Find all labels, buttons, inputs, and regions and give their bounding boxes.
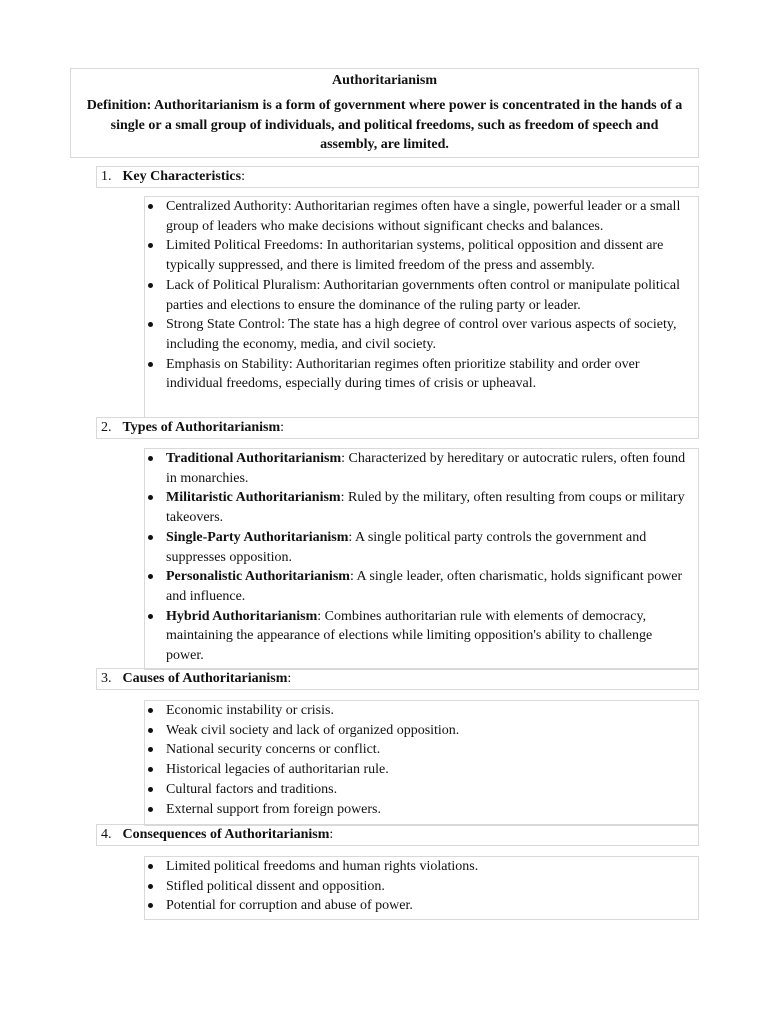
list-item: Personalistic Authoritarianism: A single leader, often charismatic, holds significant power and influence. [145,567,698,606]
section-list [144,196,699,418]
section-number: 1. [101,169,112,184]
section-heading [96,824,699,846]
list-item: Emphasis on Stability: Authoritarian regimes often prioritize stability and order over individual freedoms, especially during times of crisis or upheaval. [145,355,698,394]
section-title: Causes of Authoritarianism [122,671,288,686]
section-list [144,700,699,826]
list-item: Stifled political dissent and opposition. [145,877,698,897]
section-colon: : [329,827,334,842]
section-heading [96,417,699,439]
title-block [70,68,699,158]
list-item: Economic instability or crisis. [145,701,698,721]
list-item: Strong State Control: The state has a high degree of control over various aspects of society, including the economy, media, and civil society. [145,315,698,354]
section-list [144,448,699,670]
section-heading [96,668,699,690]
section-title: Key Characteristics [122,169,242,184]
section-title: Consequences of Authoritarianism [122,827,330,842]
list-item: Potential for corruption and abuse of power. [145,896,698,916]
list-item: Traditional Authoritarianism: Characterized by hereditary or autocratic rulers, often found in monarchies. [145,449,698,488]
list-item: Lack of Political Pluralism: Authoritarian governments often control or manipulate political parties and elections to ensure the dominance of the ruling party or leader. [145,276,698,315]
section-number: 4. [101,827,112,842]
section-colon: : [287,671,292,686]
section-title: Types of Authoritarianism [122,420,281,435]
list-item: Limited political freedoms and human rights violations. [145,857,698,877]
section-number: 3. [101,671,112,686]
list-item: Centralized Authority: Authoritarian regimes often have a single, powerful leader or a small group of leaders who make decisions without significant checks and balances. [145,197,698,236]
section-list [144,856,699,920]
section-colon: : [241,169,245,184]
list-item: Historical legacies of authoritarian rule. [145,760,698,780]
list-item: Single-Party Authoritarianism: A single political party controls the government and suppresses opposition. [145,528,698,567]
document-title: Authoritarianism [332,73,437,88]
section-colon: : [280,420,285,435]
section-heading [96,166,699,188]
list-item: Militaristic Authoritarianism: Ruled by the military, often resulting from coups or military takeovers. [145,488,698,527]
definition-text: Definition: Authoritarianism is a form of government where power is concentrated in the hands of a single or a small group of individuals, and political freedoms, such as freedom of speech and assembly, are limited. [86,98,683,152]
list-item: National security concerns or conflict. [145,740,698,760]
list-item: Hybrid Authoritarianism: Combines authoritarian rule with elements of democracy, maintaining the appearance of elections while limiting opposition's ability to challenge power. [145,607,698,666]
list-item: Weak civil society and lack of organized opposition. [145,721,698,741]
list-item: Limited Political Freedoms: In authoritarian systems, political opposition and dissent are typically suppressed, and there is limited freedom of the press and assembly. [145,236,698,275]
list-item: External support from foreign powers. [145,800,698,820]
section-number: 2. [101,420,112,435]
list-item: Cultural factors and traditions. [145,780,698,800]
